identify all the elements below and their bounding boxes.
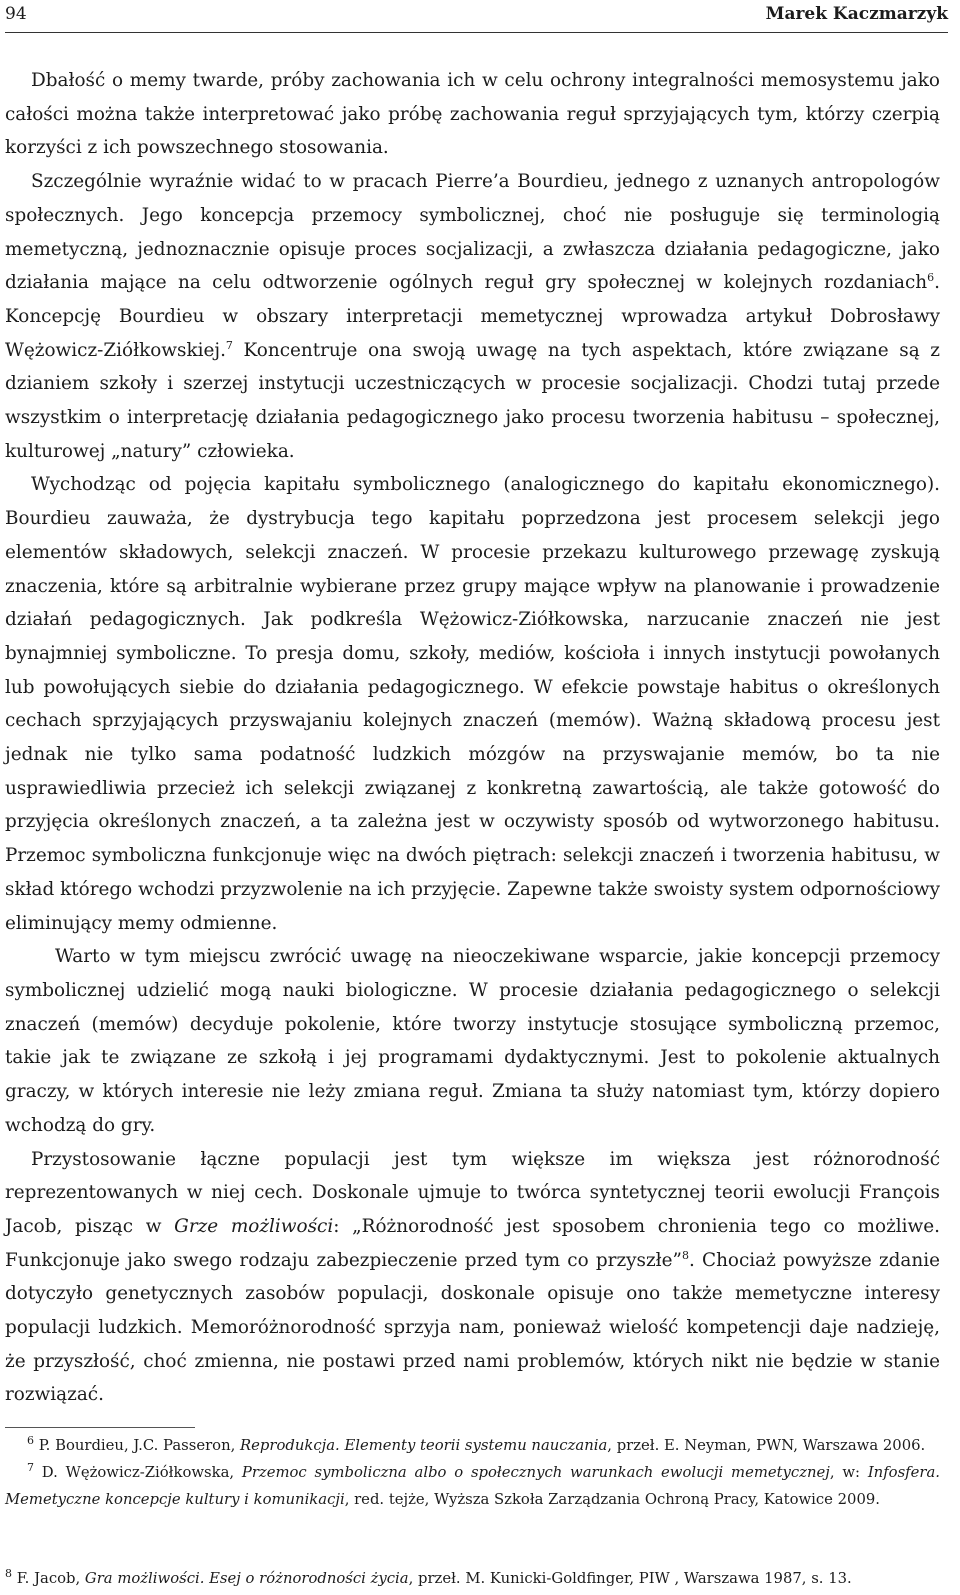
- paragraph-2-text-c: Koncentruje ona swoją uwagę na tych aspektach, które związane są z dzianiem szkoły i szerzej instytucji uczestniczących w procesie socjalizacji. Chodzi tutaj przede wszystkim o interpretację działania pedagogicznego jako procesu tworzenia habitusu – społecznej, kulturowej „natury” człowieka.: [5, 339, 940, 462]
- footnote-8: [5, 1566, 940, 1593]
- paragraph-2-text-b: . Koncepcję Bourdieu w obszary interpretacji memetycznej wprowadza artykuł Dobrosławy Wężowicz-Ziółkowskiej.: [5, 272, 940, 361]
- body-text: [5, 64, 940, 1412]
- footnote-6-title: Reprodukcja. Elementy teorii systemu nauczania: [240, 1437, 608, 1454]
- footnote-7-text-c: , red. tejże, Wyższa Szkoła Zarządzania Ochroną Pracy, Katowice 2009.: [344, 1490, 880, 1508]
- footnote-8-title: Gra możliwości. Esej o różnorodności życia: [84, 1570, 409, 1587]
- footnote-6: [5, 1433, 940, 1460]
- footnote-8-text-a: F. Jacob,: [12, 1570, 85, 1587]
- paragraph-5: [5, 1143, 940, 1413]
- footnote-7-number: 7: [27, 1461, 34, 1475]
- footnote-ref-6[interactable]: 6: [927, 271, 935, 285]
- paragraph-1-text: Dbałość o memy twarde, próby zachowania ich w celu ochrony integralności memosystemu jako całości można także interpretować jako próbę zachowania reguł sprzyjających tym, którzy czerpią korzyści z ich powszechnego stosowania.: [5, 70, 940, 159]
- paragraph-3: [5, 468, 940, 940]
- paragraph-4: [5, 940, 940, 1142]
- running-header: [5, 2, 948, 33]
- footnote-8-number: 8: [5, 1567, 12, 1581]
- paragraph-3-text: Wychodząc od pojęcia kapitału symbolicznego (analogicznego do kapitału ekonomicznego). Bourdieu zauważa, że dystrybucja tego kapitału poprzedzona jest procesem selekcji jego elementów składowych, selekcji znaczeń. W procesie przekazu kulturowego przewagę zyskują znaczenia, które są arbitralnie wybierane przez grupy mające wpływ na planowanie i prowadzenie działań pedagogicznych. Jak podkreśla Wężowicz-Ziółkowska, narzucanie znaczeń nie jest bynajmniej symboliczne. To presja domu, szkoły, mediów, kościoła i innych instytucji powołanych lub powołujących siebie do działania pedagogicznego. W efekcie powstaje habitus o określonych cechach sprzyjających przyswajaniu kolejnych znaczeń (memów). Ważną składową procesu jest jednak nie tylko sama podatność ludzkich mózgów na przyswajanie memów, bo ta nie usprawiedliwia przecież ich selekcji związanej z konkretną zawartością, ale także gotowość do przyjęcia określonych znaczeń, a ta zależna jest w oczywisty sposób od wytworzonego habitusu. Przemoc symboliczna funkcjonuje więc na dwóch piętrach: selekcji znaczeń i tworzenia habitusu, w skład którego wchodzi przyzwolenie na ich przyjęcie. Zapewne także swoisty system odpornościowy eliminujący memy odmienne.: [5, 474, 940, 934]
- footnote-8-text-b: , przeł. M. Kunicki-Goldfinger, PIW , Warszawa 1987, s. 13.: [408, 1570, 852, 1587]
- paragraph-5-text-c: . Chociaż powyższe zdanie dotyczyło genetycznych zasobów populacji, doskonale opisuje ono także memetyczne interesy populacji ludzkich. Memoróżnorodność sprzyja nam, ponieważ wielość kompetencji daje nadzieję, że przyszłość, choć zmienna, nie postawi przed nami problemów, których nikt nie będzie w stanie rozwiązać.: [5, 1249, 941, 1406]
- footnote-6-text-b: , przeł. E. Neyman, PWN, Warszawa 2006.: [607, 1437, 926, 1454]
- paragraph-5-text-b: : „Różnorodność jest sposobem chronienia tego co możliwe. Funkcjonuje jako swego rodzaju zabezpieczenie przed tym co przyszłe”: [5, 1215, 940, 1271]
- paragraph-2: [5, 165, 940, 468]
- footnote-separator: [5, 1427, 195, 1428]
- paragraph-2-text-a: Szczególnie wyraźnie widać to w pracach Pierre’a Bourdieu, jednego z uznanych antropologów społecznych. Jego koncepcja przemocy symbolicznej, choć nie posługuje się terminologią memetyczną, jednoznacznie opisuje proces socjalizacji, a zwłaszcza działania pedagogiczne, jako działania mające na celu odtworzenie ogólnych reguł gry społecznej w kolejnych rozdaniach: [5, 171, 940, 294]
- footnote-7-text-b: , w:: [829, 1464, 868, 1481]
- paragraph-5-text-a: Przystosowanie łączne populacji jest tym większe im większa jest różnorodność reprezentowanych w niej cech. Doskonale ujmuje to twórca syntetycznej teorii ewolucji François Jacob, pisząc w: [5, 1148, 940, 1237]
- footnote-6-text-a: P. Bourdieu, J.C. Passeron,: [34, 1437, 241, 1454]
- footnote-ref-7[interactable]: 7: [225, 338, 233, 352]
- footnote-7-text-a: D. Wężowicz-Ziółkowska,: [34, 1464, 242, 1481]
- paragraph-1: [5, 64, 940, 165]
- footnote-7: [5, 1460, 940, 1513]
- footnote-7-title-2: Infosfera. Memetyczne koncepcje kultury i komunikacji: [5, 1464, 941, 1508]
- running-head-author: Marek Kaczmarzyk: [765, 4, 948, 24]
- book-title-italic: Grze możliwości: [174, 1215, 334, 1237]
- paragraph-4-text: Warto w tym miejscu zwrócić uwagę na nieoczekiwane wsparcie, jakie koncepcji przemocy symbolicznej udzielić mogą nauki biologiczne. W procesie działania pedagogicznego o selekcji znaczeń (memów) decyduje pokolenie, które tworzy instytucje stosujące symboliczną przemoc, takie jak te związane ze szkołą i jej programami dydaktycznymi. Jest to pokolenie aktualnych graczy, w których interesie nie leży zmiana reguł. Zmiana ta służy natomiast tym, którzy dopiero wchodzą do gry.: [5, 946, 940, 1136]
- footnote-6-number: 6: [27, 1434, 34, 1448]
- page-number: 94: [5, 4, 27, 24]
- footnote-7-title: Przemoc symboliczna albo o społecznych warunkach ewolucji memetycznej: [241, 1464, 830, 1481]
- footnote-ref-8[interactable]: 8: [681, 1248, 689, 1262]
